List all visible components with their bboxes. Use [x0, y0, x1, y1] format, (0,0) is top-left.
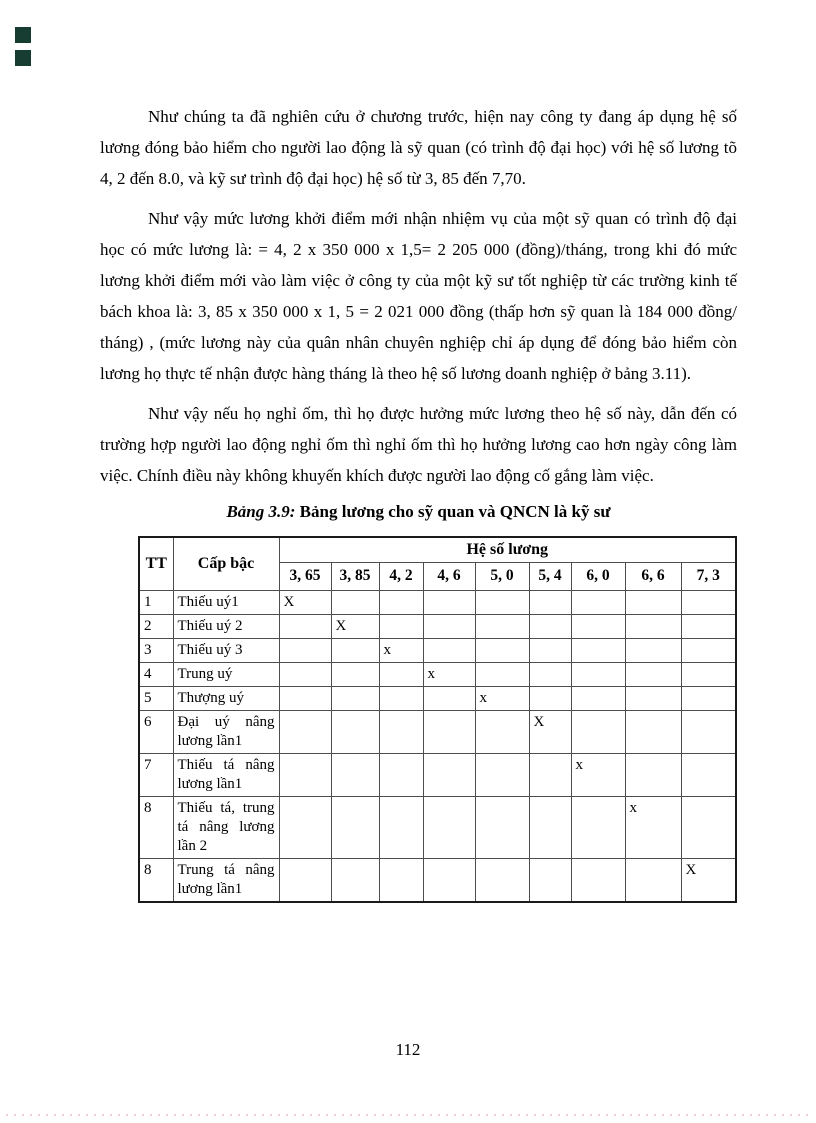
paragraph-3: Như vậy nếu họ nghỉ ốm, thì họ được hưởng mức lương theo hệ số này, dẫn đến có trường hợp người lao động nghỉ ốm thì nghỉ ốm thì họ hưởng lương cao hơn ngày công làm việc. Chính điều này không khuyến khích được người lao động cố gắng làm việc.	[100, 404, 737, 485]
cell-mark: x	[423, 662, 475, 686]
cell-mark	[625, 614, 681, 638]
cell-mark	[379, 686, 423, 710]
cell-mark	[475, 710, 529, 753]
cell-mark	[423, 710, 475, 753]
cell-mark: x	[571, 753, 625, 796]
table-row	[139, 638, 736, 662]
cell-mark	[571, 614, 625, 638]
cell-mark	[279, 710, 331, 753]
cell-mark	[331, 590, 379, 614]
col-header-coef: 7, 3	[681, 562, 736, 590]
cell-rank: Trung tá nâng lương lần1	[173, 858, 279, 902]
cell-mark	[475, 796, 529, 858]
cell-mark	[571, 638, 625, 662]
cell-mark	[331, 710, 379, 753]
col-header-coef: 4, 6	[423, 562, 475, 590]
cell-mark	[331, 686, 379, 710]
cell-mark	[529, 614, 571, 638]
cell-rank: Trung uý	[173, 662, 279, 686]
table-row	[139, 796, 736, 858]
cell-mark	[279, 753, 331, 796]
paragraph-2: Như vậy mức lương khởi điểm mới nhận nhiệm vụ của một sỹ quan có trình độ đại học có mức lương là: = 4, 2 x 350 000 x 1,5= 2 205 000 (đồng)/tháng, trong khi đó mức lương khởi điểm mới vào làm việc ở công ty của một kỹ sư tốt nghiệp từ các trường kinh tế bách khoa là: 3, 85 x 350 000 x 1, 5 = 2 021 000 đồng (thấp hơn sỹ quan là 184 000 đồng/ tháng) , (mức lương này của quân nhân chuyên nghiệp chỉ áp dụng để đóng bảo hiểm còn lương họ thực tế nhận được hàng tháng là theo hệ số lương doanh nghiệp ở bảng 3.11).	[100, 209, 737, 383]
cell-mark	[379, 590, 423, 614]
cell-rank: Thiếu uý 2	[173, 614, 279, 638]
col-header-coef: 3, 65	[279, 562, 331, 590]
cell-mark: x	[475, 686, 529, 710]
cell-rank: Thiếu uý1	[173, 590, 279, 614]
cell-tt: 7	[139, 753, 173, 796]
table-row	[139, 858, 736, 902]
col-header-rank: Cấp bậc	[173, 537, 279, 590]
cell-mark	[423, 638, 475, 662]
cell-mark	[529, 590, 571, 614]
cell-rank: Thiếu tá nâng lương lần1	[173, 753, 279, 796]
cell-mark	[423, 796, 475, 858]
cell-tt: 5	[139, 686, 173, 710]
table-caption	[100, 500, 737, 524]
cell-mark	[475, 638, 529, 662]
col-header-coefficient-group: Hệ số lương	[279, 537, 736, 562]
cell-tt: 3	[139, 638, 173, 662]
table-row	[139, 590, 736, 614]
cell-mark	[423, 858, 475, 902]
cell-mark	[379, 753, 423, 796]
cell-mark	[279, 686, 331, 710]
cell-mark	[625, 858, 681, 902]
cell-mark	[571, 858, 625, 902]
cell-mark	[681, 686, 736, 710]
cell-mark	[423, 753, 475, 796]
cell-mark: X	[529, 710, 571, 753]
cell-mark	[423, 686, 475, 710]
cell-mark	[475, 614, 529, 638]
corner-mark-square	[15, 50, 31, 66]
cell-mark: x	[625, 796, 681, 858]
cell-tt: 8	[139, 796, 173, 858]
salary-table	[138, 536, 737, 903]
col-header-coef: 6, 6	[625, 562, 681, 590]
cell-mark	[423, 590, 475, 614]
cell-mark	[475, 753, 529, 796]
col-header-coef: 5, 4	[529, 562, 571, 590]
table-row	[139, 686, 736, 710]
cell-mark	[571, 686, 625, 710]
corner-mark-square	[15, 27, 31, 43]
cell-tt: 6	[139, 710, 173, 753]
page-number: 112	[395, 1040, 421, 1059]
cell-mark	[681, 753, 736, 796]
table-row	[139, 753, 736, 796]
cell-mark	[571, 796, 625, 858]
cell-mark	[681, 638, 736, 662]
table-row	[139, 614, 736, 638]
cell-mark	[625, 710, 681, 753]
cell-rank: Thiếu tá, trung tá nâng lương lần 2	[173, 796, 279, 858]
cell-mark	[379, 796, 423, 858]
table-row	[139, 710, 736, 753]
cell-mark: X	[331, 614, 379, 638]
cell-mark	[625, 638, 681, 662]
cell-mark: X	[279, 590, 331, 614]
paragraph-1: Như chúng ta đã nghiên cứu ở chương trước, hiện nay công ty đang áp dụng hệ số lương đóng bảo hiểm cho người lao động là sỹ quan (có trình độ đại học) với hệ số lương tõ 4, 2 đến 8.0, và kỹ sư trình độ đại học) hệ số từ 3, 85 đến 7,70.	[100, 107, 737, 188]
cell-rank: Thượng uý	[173, 686, 279, 710]
table-row	[139, 662, 736, 686]
cell-mark	[625, 753, 681, 796]
cell-mark	[379, 614, 423, 638]
cell-mark	[331, 858, 379, 902]
cell-mark	[681, 590, 736, 614]
cell-mark	[529, 638, 571, 662]
col-header-tt: TT	[139, 537, 173, 590]
cell-mark	[625, 590, 681, 614]
bottom-dotted-line	[6, 1114, 810, 1116]
cell-mark	[279, 614, 331, 638]
cell-mark	[571, 710, 625, 753]
cell-mark	[571, 590, 625, 614]
cell-mark	[681, 710, 736, 753]
cell-mark: X	[681, 858, 736, 902]
cell-mark	[571, 662, 625, 686]
cell-mark	[529, 662, 571, 686]
cell-mark	[681, 662, 736, 686]
cell-mark	[279, 662, 331, 686]
col-header-coef: 3, 85	[331, 562, 379, 590]
cell-tt: 2	[139, 614, 173, 638]
cell-mark	[279, 858, 331, 902]
cell-mark	[379, 662, 423, 686]
cell-mark	[379, 710, 423, 753]
table-caption-number: Bảng 3.9:	[226, 502, 296, 521]
cell-mark	[681, 614, 736, 638]
cell-tt: 8	[139, 858, 173, 902]
cell-mark	[279, 796, 331, 858]
cell-mark	[529, 686, 571, 710]
cell-mark	[331, 662, 379, 686]
cell-tt: 4	[139, 662, 173, 686]
document-content	[100, 101, 737, 903]
col-header-coef: 4, 2	[379, 562, 423, 590]
cell-rank: Đại uý nâng lương lần1	[173, 710, 279, 753]
table-header-row	[139, 537, 736, 562]
cell-rank: Thiếu uý 3	[173, 638, 279, 662]
cell-mark: x	[379, 638, 423, 662]
col-header-coef: 5, 0	[475, 562, 529, 590]
cell-mark	[529, 858, 571, 902]
cell-mark	[529, 753, 571, 796]
cell-mark	[475, 858, 529, 902]
cell-mark	[379, 858, 423, 902]
cell-mark	[475, 590, 529, 614]
col-header-coef: 6, 0	[571, 562, 625, 590]
table-caption-title: Bảng lương cho sỹ quan và QNCN là kỹ sư	[295, 502, 611, 521]
cell-mark	[625, 686, 681, 710]
cell-mark	[423, 614, 475, 638]
cell-mark	[681, 796, 736, 858]
cell-mark	[625, 662, 681, 686]
cell-mark	[279, 638, 331, 662]
cell-tt: 1	[139, 590, 173, 614]
cell-mark	[475, 662, 529, 686]
cell-mark	[331, 796, 379, 858]
cell-mark	[331, 753, 379, 796]
cell-mark	[529, 796, 571, 858]
cell-mark	[331, 638, 379, 662]
